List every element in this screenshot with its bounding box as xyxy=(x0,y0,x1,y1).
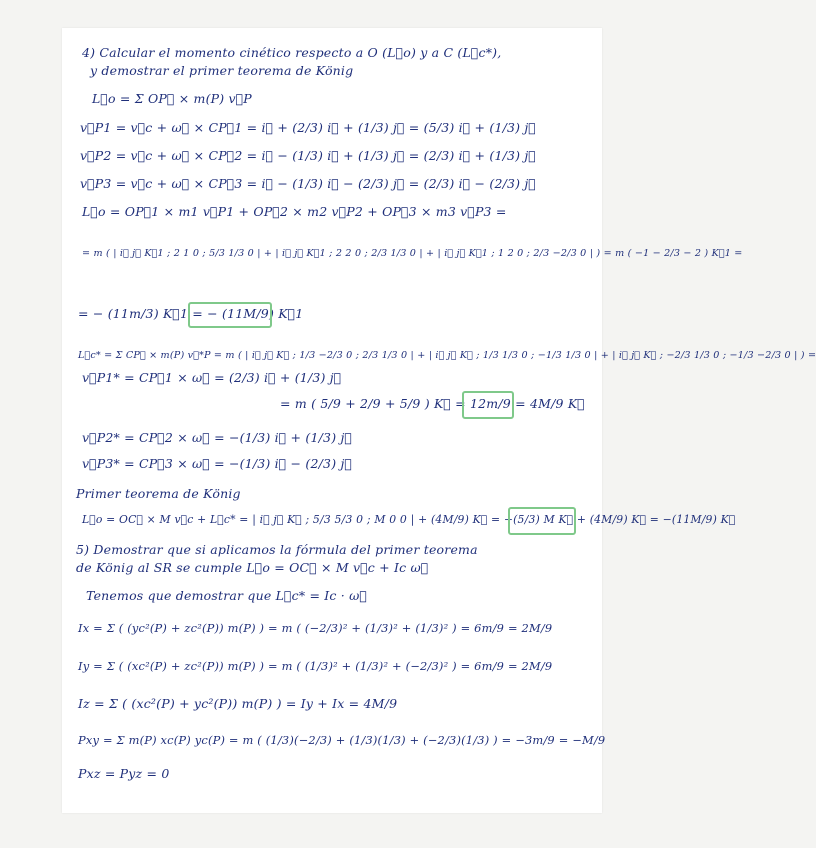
inertia-iy: Iy = Σ ( (xc²(P) + zc²(P)) m(P) ) = m ( (1/3)² + (1/3)² + (−2/3)² ) = 6m/9 = 2M/9 xyxy=(78,659,553,673)
problem-4-statement-cont: y demostrar el primer teorema de König xyxy=(90,63,354,78)
lc-star-result: = m ( 5/9 + 2/9 + 5/9 ) K⃗ = 12m/9 = 4M/9 K⃗ xyxy=(280,396,585,411)
lc-star-determinants: L⃗c* = Σ CP⃗ × m(P) v⃗*P = m ( | i⃗ j⃗ K⃗ ; 1/3 −2/3 0 ; 2/3 1/3 0 | + | i⃗ j⃗ K⃗ ; 1/3 1/3 0 ; −1/3 1/3 0 | + | i⃗ j⃗ K⃗ ; −2/3 1/3 0 ; −1/3 −2/3 0 | ) = xyxy=(78,350,816,361)
product-pxy: Pxy = Σ m(P) xc(P) yc(P) = m ( (1/3)(−2/3) + (1/3)(1/3) + (−2/3)(1/3) ) = −3m/9 = −M/9 xyxy=(78,733,606,747)
lo-result: = − (11m/3) K⃗1 = − (11M/9) K⃗1 xyxy=(78,306,304,321)
koenig-heading: Primer teorema de König xyxy=(76,486,241,501)
velocity-p3-star: v⃗P3* = CP⃗3 × ω⃗ = −(1/3) i⃗ − (2/3) j⃗ xyxy=(82,456,353,471)
lo-sum-expression: L⃗o = OP⃗1 × m1 v⃗P1 + OP⃗2 × m2 v⃗P2 + OP⃗3 × m3 v⃗P3 = xyxy=(82,204,507,219)
velocity-p3: v⃗P3 = v⃗c + ω⃗ × CP⃗3 = i⃗ − (1/3) i⃗ − (2/3) j⃗ = (2/3) i⃗ − (2/3) j⃗ xyxy=(80,176,537,191)
formula-lo-definition: L⃗o = Σ OP⃗ × m(P) v⃗P xyxy=(92,91,252,106)
velocity-p1-star: v⃗P1* = CP⃗1 × ω⃗ = (2/3) i⃗ + (1/3) j⃗ xyxy=(82,370,342,385)
lo-determinants: = m ( | i⃗ j⃗ K⃗1 ; 2 1 0 ; 5/3 1/3 0 | + | i⃗ j⃗ K⃗1 ; 2 2 0 ; 2/3 1/3 0 | + | i⃗ j⃗ K⃗1 ; 1 2 0 ; 2/3 −2/3 0 | ) = m ( −1 − 2/3 − 2 ) K⃗1 = xyxy=(82,248,743,259)
velocity-p2-star: v⃗P2* = CP⃗2 × ω⃗ = −(1/3) i⃗ + (1/3) j⃗ xyxy=(82,430,353,445)
lo-result-highlight xyxy=(188,302,272,328)
velocity-p1: v⃗P1 = v⃗c + ω⃗ × CP⃗1 = i⃗ + (2/3) i⃗ + (1/3) j⃗ = (5/3) i⃗ + (1/3) j⃗ xyxy=(80,120,537,135)
problem-5-statement: 5) Demostrar que si aplicamos la fórmula del primer teorema xyxy=(76,542,478,557)
inertia-iz: Iz = Σ ( (xc²(P) + yc²(P)) m(P) ) = Iy + Ix = 4M/9 xyxy=(78,696,398,711)
koenig-result-highlight xyxy=(508,507,576,535)
inertia-ix: Ix = Σ ( (yc²(P) + zc²(P)) m(P) ) = m ( (−2/3)² + (1/3)² + (1/3)² ) = 6m/9 = 2M/9 xyxy=(78,621,553,635)
problem-4-statement: 4) Calcular el momento cinético respecto a O (L⃗o) y a C (L⃗c*), xyxy=(82,45,502,60)
to-prove: Tenemos que demostrar que L⃗c* = Ic · ω⃗ xyxy=(86,588,368,603)
notebook-page xyxy=(62,28,816,813)
problem-5-statement-cont: de König al SR se cumple L⃗o = OC⃗ × M v⃗c + Ic ω⃗ xyxy=(76,560,429,575)
product-pxz-pyz: Pxz = Pyz = 0 xyxy=(78,766,170,781)
koenig-check: L⃗o = OC⃗ × M v⃗c + L⃗c* = | i⃗ j⃗ K⃗ ; 5/3 5/3 0 ; M 0 0 | + (4M/9) K⃗ = −(5/3) M K⃗ + (4M/9) K⃗ = −(11M/9) K⃗ xyxy=(82,513,736,526)
velocity-p2: v⃗P2 = v⃗c + ω⃗ × CP⃗2 = i⃗ − (1/3) i⃗ + (1/3) j⃗ = (2/3) i⃗ + (1/3) j⃗ xyxy=(80,148,537,163)
lc-star-result-highlight xyxy=(462,391,514,419)
